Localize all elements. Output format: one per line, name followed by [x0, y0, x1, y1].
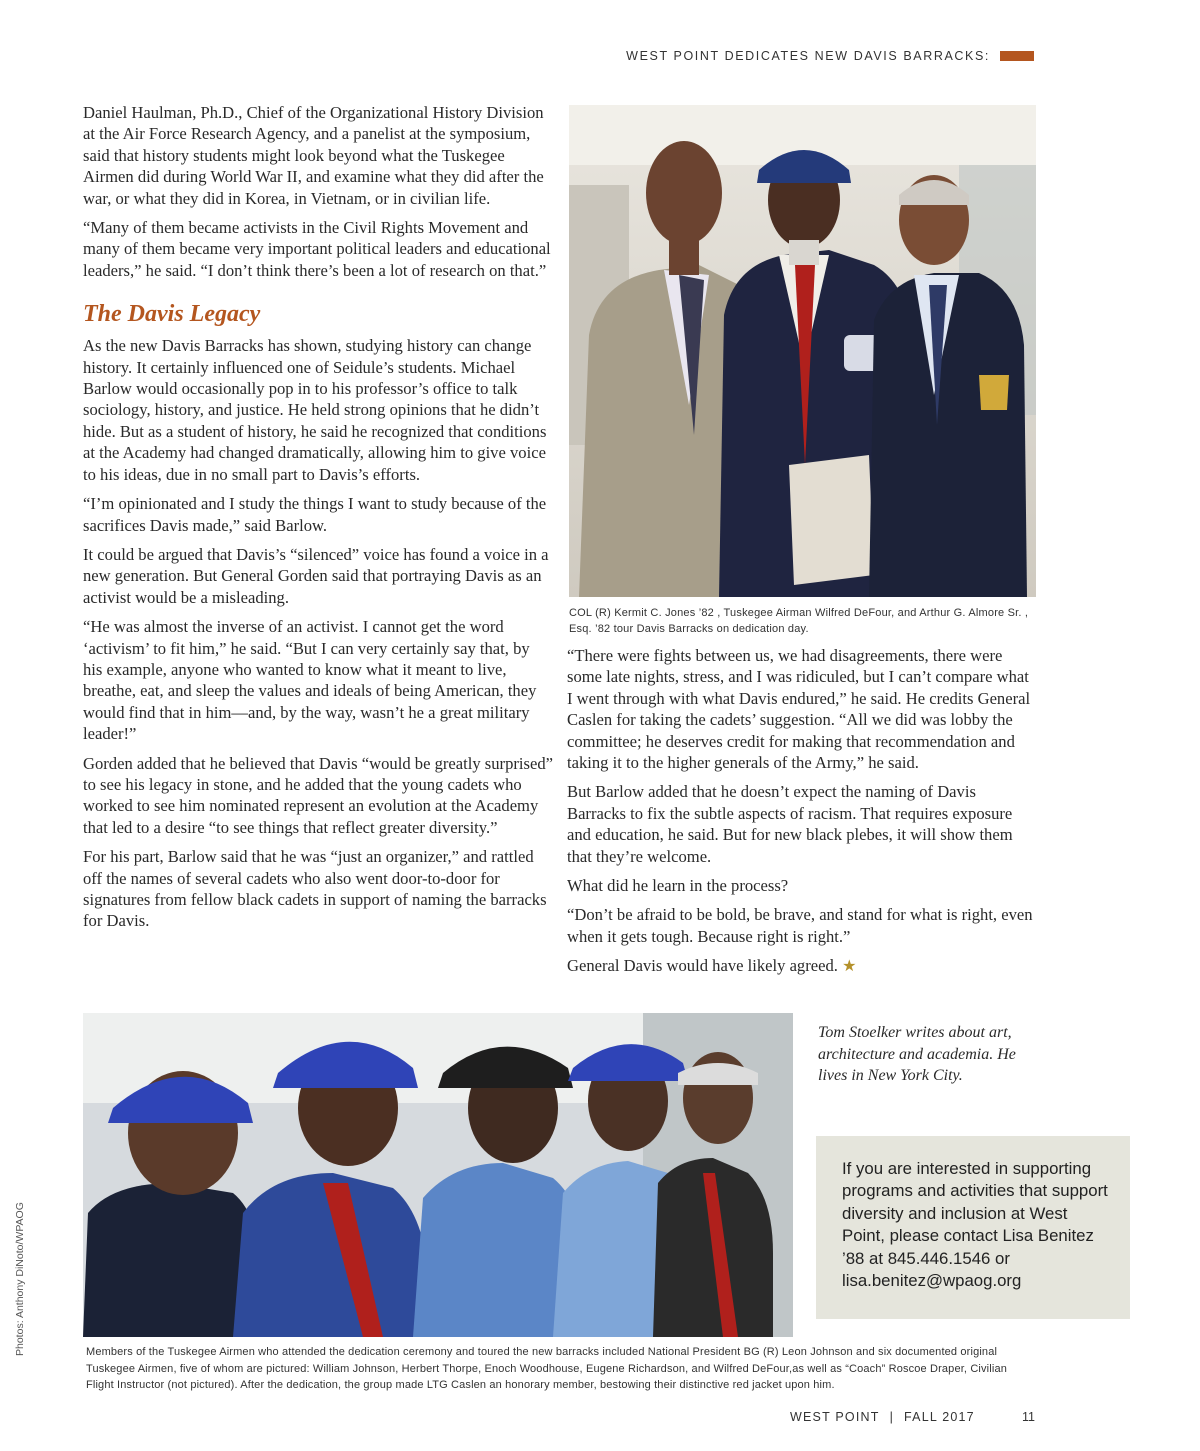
- end-star-icon: ★: [842, 958, 857, 976]
- body-paragraph: As the new Davis Barracks has shown, studying history can change history. It certainly influenced one of Seidule’s students. Michael Barlow would occasionally pop in to his professor’s office to talk sociology, history, and justice. He held strong opinions that he didn’t hide. But as a student of history, he said he recognized that conditions at the Academy had changed dramatically, allowing him to give voice to his ideas, due in no small part to Davis’s efforts.: [83, 336, 547, 484]
- photo-credit: Photos: Anthony DiNoto/WPAOG: [14, 1202, 26, 1356]
- section-title: WEST POINT DEDICATES NEW DAVIS BARRACKS:: [626, 49, 990, 63]
- page-number: 11: [1022, 1410, 1035, 1424]
- header-accent-bar: [1000, 51, 1034, 61]
- body-paragraph: Gorden added that he believed that Davis “would be greatly surprised” to see his legacy in stone, and he added that the young cadets who worked to see him nominated represent an evolution at the Academy that led to a desire “to see things that reflect greater diversity.”: [83, 753, 553, 837]
- contact-callout-box: [816, 1136, 1130, 1319]
- right-column: [567, 645, 1037, 986]
- footer-publication: WEST POINT: [790, 1410, 880, 1424]
- body-paragraph: “I’m opinionated and I study the things I want to study because of the sacrifices Davis made,” said Barlow.: [83, 494, 547, 535]
- bottom-photo: [83, 1013, 793, 1337]
- body-paragraph: “Many of them became activists in the Civil Rights Movement and many of them became very important political leaders and educational leaders,” he said. “I don’t think there’s been a lot of research on that.”: [83, 218, 551, 280]
- body-paragraph: But Barlow added that he doesn’t expect the naming of Davis Barracks to fix the subtle aspects of racism. That requires exposure and education, he said. But for new black plebes, it will show them that they’re welcome.: [567, 782, 1013, 866]
- top-photo: [569, 105, 1036, 597]
- section-heading: The Davis Legacy: [83, 301, 261, 328]
- body-paragraph: “There were fights between us, we had disagreements, there were some late nights, stress, and I was ridiculed, but I can’t compare what I went through with what Davis endured,” he said. He credits General Caslen for taking the cadets’ suggestion. “All we did was lobby the committee; he deserves credit for making that recommendation and taking it to the higher generals of the Army,” he said.: [567, 646, 1031, 773]
- body-paragraph: Daniel Haulman, Ph.D., Chief of the Organizational History Division at the Air Force Research Agency, and a panelist at the symposium, said that history students might look beyond what the Tuskegee Airmen did during World War II, and examine what they did after the war, or what they did in Korea, in Vietnam, or in civilian life.: [83, 103, 544, 208]
- top-photo-illustration: [569, 105, 1036, 597]
- closing-paragraph: [567, 955, 1037, 977]
- section-header: [626, 49, 1034, 63]
- top-photo-caption: COL (R) Kermit C. Jones ’82 , Tuskegee Airman Wilfred DeFour, and Arthur G. Almore Sr. , Esq. ’82 tour Davis Barracks on dedication day.: [569, 607, 1029, 635]
- body-paragraph: It could be argued that Davis’s “silenced” voice has found a voice in a new generation. But General Gorden said that portraying Davis as an activist would be a misleading.: [83, 544, 549, 607]
- left-column: [83, 102, 553, 940]
- body-paragraph: “He was almost the inverse of an activist. I cannot get the word ‘activism’ to fit him,” he said. “But I can very certainly say that, by his example, anyone who wanted to know what it meant to live, breathe, eat, and sleep the values and ideals of being American, they would find that in him—and, by the way, wasn’t he a great military leader!”: [83, 617, 537, 744]
- page-footer: [790, 1410, 975, 1424]
- closing-sentence: General Davis would have likely agreed.: [567, 956, 838, 976]
- body-paragraph: “Don’t be afraid to be bold, be brave, and stand for what is right, even when it gets tough. Because right is right.”: [567, 905, 1033, 946]
- bottom-photo-caption: Members of the Tuskegee Airmen who attended the dedication ceremony and toured the new barracks included National President BG (R) Leon Johnson and six documented original Tuskegee Airmen, five of whom are pictured: William Johnson, Herbert Thorpe, Enoch Woodhouse, Eugene Richardson, and Wilfred DeFour,as well as “Coach” Roscoe Draper, Civilian Flight Instructor (not pictured). After the dedication, the group made LTG Caslen an honorary member, bestowing their distinctive red jacket upon him.: [86, 1346, 1007, 1391]
- body-paragraph: What did he learn in the process?: [567, 876, 789, 896]
- footer-separator: |: [889, 1410, 895, 1424]
- contact-callout-text: If you are interested in supporting programs and activities that support diversity and inclusion at West Point, please contact Lisa Benitez ’88 at 845.446.1546 or lisa.benitez@wpaog.org: [842, 1159, 1108, 1291]
- body-paragraph: For his part, Barlow said that he was “just an organizer,” and rattled off the names of several cadets who also went door-to-door for signatures from fellow black cadets in support of naming the barracks for Davis.: [83, 847, 547, 931]
- footer-issue: FALL 2017: [904, 1410, 975, 1424]
- bottom-photo-illustration: [83, 1013, 793, 1337]
- author-bio: Tom Stoelker writes about art, architecture and academia. He lives in New York City.: [818, 1024, 1016, 1084]
